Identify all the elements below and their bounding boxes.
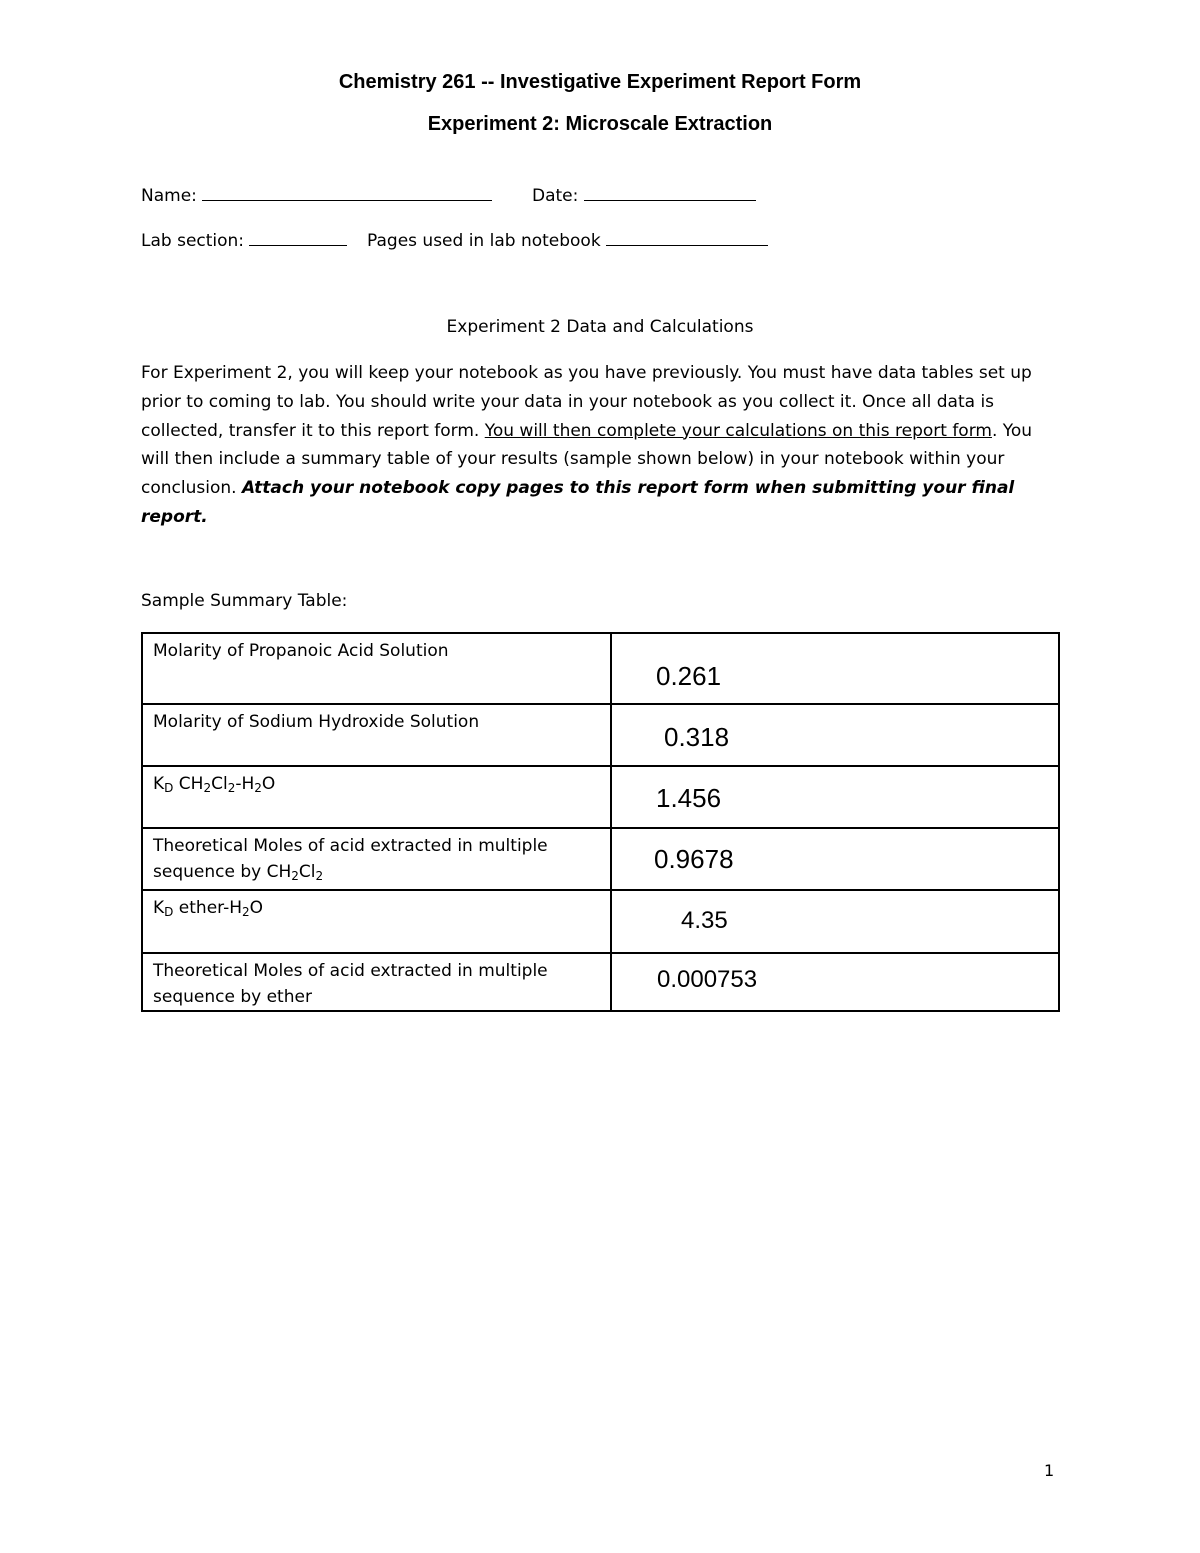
pages-used-label: Pages used in lab notebook (367, 231, 601, 251)
table-cell-label: Theoretical Moles of acid extracted in multiple sequence by ether (142, 953, 611, 1011)
name-blank[interactable] (202, 184, 492, 201)
summary-table-label: Sample Summary Table: (141, 591, 348, 611)
table-cell-label: $K_D$ $CH_2Cl_2-H_2O$ (142, 766, 611, 828)
table-cell-value: 1.456 (611, 766, 1059, 828)
table-cell-label: $K_D$ ether-$H_2O$ (142, 890, 611, 953)
page-title: Chemistry 261 -- Investigative Experiment Report Form (338, 71, 862, 93)
lab-section-blank[interactable] (249, 229, 347, 246)
table-cell-label: Theoretical Moles of acid extracted in multiple sequence by $CH_2Cl_2$ (142, 828, 611, 890)
table-cell-value: 0.318 (611, 704, 1059, 766)
table-cell-label: Molarity of Propanoic Acid Solution (142, 633, 611, 704)
lab-section-label: Lab section: (141, 231, 245, 251)
paragraph-part2: . You will then include a summary table of your results (sample shown below) in your notebook within your conclusion. (141, 420, 1033, 499)
pages-used-blank[interactable] (606, 229, 768, 246)
paragraph-part1: For Experiment 2, you will keep your notebook as you have previously. You must have data tables set up prior to coming to lab. You should write your data in your notebook as you collect it. Once all data is collected, transfer it to this report form. (141, 363, 1032, 441)
table-cell-value: 0.000753 (611, 953, 1059, 1011)
instructions-paragraph (141, 359, 1061, 532)
table-cell-value: 4.35 (611, 890, 1059, 953)
page-subtitle: Experiment 2: Microscale Extraction (427, 113, 773, 135)
table-row (142, 704, 1059, 766)
paragraph-underlined: You will then complete your calculations on this report form (484, 420, 992, 441)
date-blank[interactable] (584, 184, 756, 201)
section-heading: Experiment 2 Data and Calculations (446, 317, 754, 337)
summary-table (141, 632, 1060, 1012)
table-row (142, 828, 1059, 890)
date-field-row (532, 184, 756, 206)
paragraph-emphasis: Attach your notebook copy pages to this report form when submitting your final report. (141, 478, 1015, 527)
page-number: 1 (1044, 1461, 1055, 1480)
table-row (142, 633, 1059, 704)
lab-section-row (141, 229, 347, 251)
table-row (142, 890, 1059, 953)
name-field-row (141, 184, 492, 206)
table-cell-value: 0.9678 (611, 828, 1059, 890)
table-cell-value: 0.261 (611, 633, 1059, 704)
pages-used-row (367, 229, 768, 251)
name-label: Name: (141, 186, 197, 206)
table-row (142, 953, 1059, 1011)
table-cell-label: Molarity of Sodium Hydroxide Solution (142, 704, 611, 766)
date-label: Date: (532, 186, 579, 206)
table-row (142, 766, 1059, 828)
